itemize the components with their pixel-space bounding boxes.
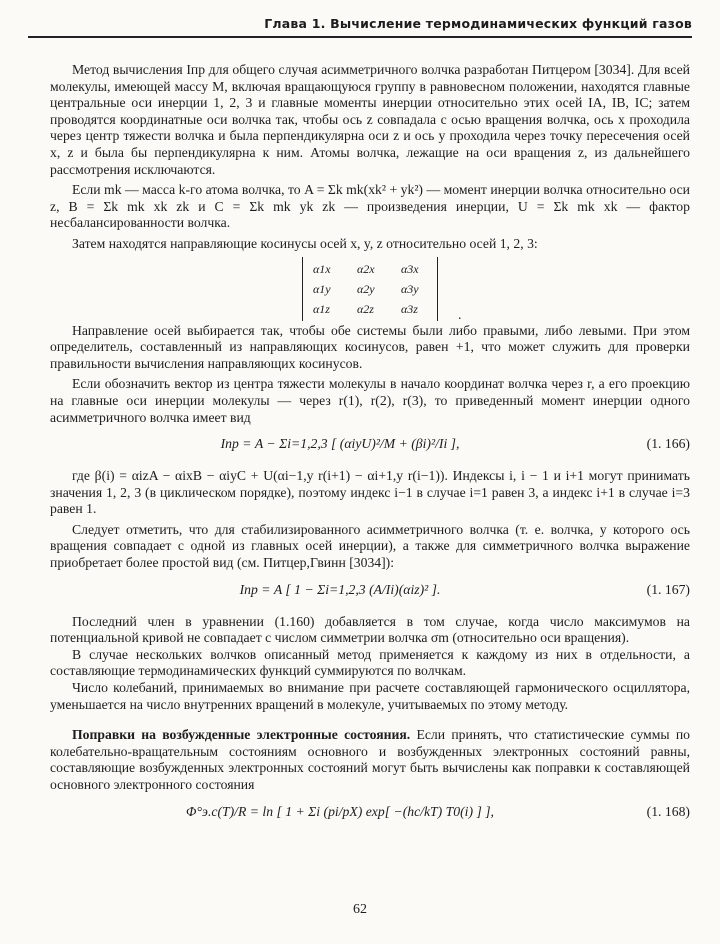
equation-number: (1. 166)	[646, 436, 690, 452]
page-body	[50, 62, 690, 836]
paragraph-4: Направление осей выбирается так, чтобы обе системы были либо правыми, либо левыми. При этом определитель, составленный из направляющих косинусов, равен +1, что может служить для проверки правильности вычисления направляющих косинусов.	[50, 322, 690, 371]
paragraph-1: Метод вычисления Iпр для общего случая асимметричного волчка разработан Питцером [3034]. Для всей молекулы, имеющей массу M, включая вращающуюся группу в равновесном положении, находятся главные центральные оси инерции 1, 2, 3 и главные моменты инерции относительно этих осей IA, IB, IC; затем проводятся координатные оси волчка так, чтобы ось z совпадала с осью вращения волчка, ось x проходила через центр тяжести волчка и была перпендикулярна оси z и ось y проходила через точку пересечения осей x, z и была бы перпендикулярна к ним. Атомы волчка, лежащие на оси вращения z, из дальнейшего рассмотрения исключаются.	[50, 62, 690, 177]
paragraph-5: Если обозначить вектор из центра тяжести молекулы в начало координат волчка через r, а его проекцию на главные оси инерции молекулы — через r(1), r(2), r(3), то приведенный момент инерции одного асимметричного волчка имеет вид	[50, 376, 690, 425]
paragraph-7: Следует отметить, что для стабилизированного асимметричного волчка (т. е. волчка, у которого ось вращения совпадает с одной из главных осей инерции), а также для симметричного волчка выражение приобретает более простой вид (см. Питцер,Гвинн [3034]):	[50, 521, 690, 571]
paragraph-6: где β(i) = αizA − αixB − αiyC + U(αi−1,y r(i+1) − αi+1,y r(i−1)). Индексы i, i − 1 и i+1 могут принимать значения 1, 2, 3 (в циклическом порядке), поэтому индекс i−1 в случае i=1 равен 3, а индекс i+1 в случае i=3 равен 1.	[50, 468, 690, 517]
equation-number: (1. 167)	[646, 581, 690, 597]
paragraph-2: Если mk — масса k-го атома волчка, то A = Σk mk(xk² + yk²) — момент инерции волчка относительно оси z, B = Σk mk xk zk и C = Σk mk yk zk — произведения инерции, U = Σk mk xk — фактор несбалансированности волчка.	[50, 182, 690, 231]
paragraph-9: В случае нескольких волчков описанный метод применяется к каждому из них в отдельности, а составляющие термодинамических функций суммируются по волчкам.	[50, 646, 690, 679]
matrix-cell: α2y	[357, 281, 375, 296]
equation-formula: Φ°э.с(T)/R = ln [ 1 + Σi (pi/pX) exp[ −(hc/kT) T0(i) ] ],	[186, 803, 494, 819]
running-header	[28, 14, 692, 36]
equation-1-166	[50, 426, 690, 468]
matrix-cell: α2z	[357, 301, 374, 316]
matrix-cell: α3y	[401, 281, 419, 296]
paragraph-3: Затем находятся направляющие косинусы осей x, y, z относительно осей 1, 2, 3:	[72, 235, 538, 251]
page-number: 62	[353, 902, 367, 917]
paragraph-11-text: Если принять, что статистические суммы по колебательно-вращательным состояниям основного и возбужденных электронных состояний равны, составляющие возбужденных электронных состояний могут быть вычислены как поправки к составляющей основного электронного состояния	[50, 727, 690, 792]
chapter-title: Глава 1. Вычисление термодинамических функций газов	[264, 16, 692, 31]
matrix-cell: α3x	[401, 261, 419, 276]
paragraph-8: Последний член в уравнении (1.160) добавляется в том случае, когда число максимумов на потенциальной кривой не совпадает с числом симметрии волчка σm (относительно оси вращения).	[50, 613, 690, 646]
paragraph-10: Число колебаний, принимаемых во внимание при расчете составляющей гармонического осциллятора, уменьшается на число внутренних вращений в молекуле, учитываемых по этому методу.	[50, 680, 690, 712]
matrix-cell: α1y	[313, 281, 331, 296]
equation-number: (1. 168)	[646, 803, 690, 819]
paragraph-11	[50, 727, 690, 793]
equation-1-167	[50, 572, 690, 614]
equation-formula: Iпр = A [ 1 − Σi=1,2,3 (A/Ii)(αiz)² ].	[239, 581, 441, 597]
direction-cosine-matrix: α1x α2x α3x α1y α2y α3y α1z α2z α3z .	[50, 253, 690, 323]
equation-1-168	[50, 794, 690, 836]
section-heading: Поправки на возбужденные электронные состояния.	[72, 727, 411, 743]
matrix-cell: α1x	[313, 261, 331, 276]
matrix-cell: α2x	[357, 261, 375, 276]
matrix-cell: α3z	[401, 301, 418, 316]
header-rule	[28, 36, 692, 38]
matrix-cell: α1z	[313, 301, 330, 316]
equation-formula: Iпр = A − Σi=1,2,3 [ (αiyU)²/M + (βi)²/Ii ],	[220, 436, 460, 452]
